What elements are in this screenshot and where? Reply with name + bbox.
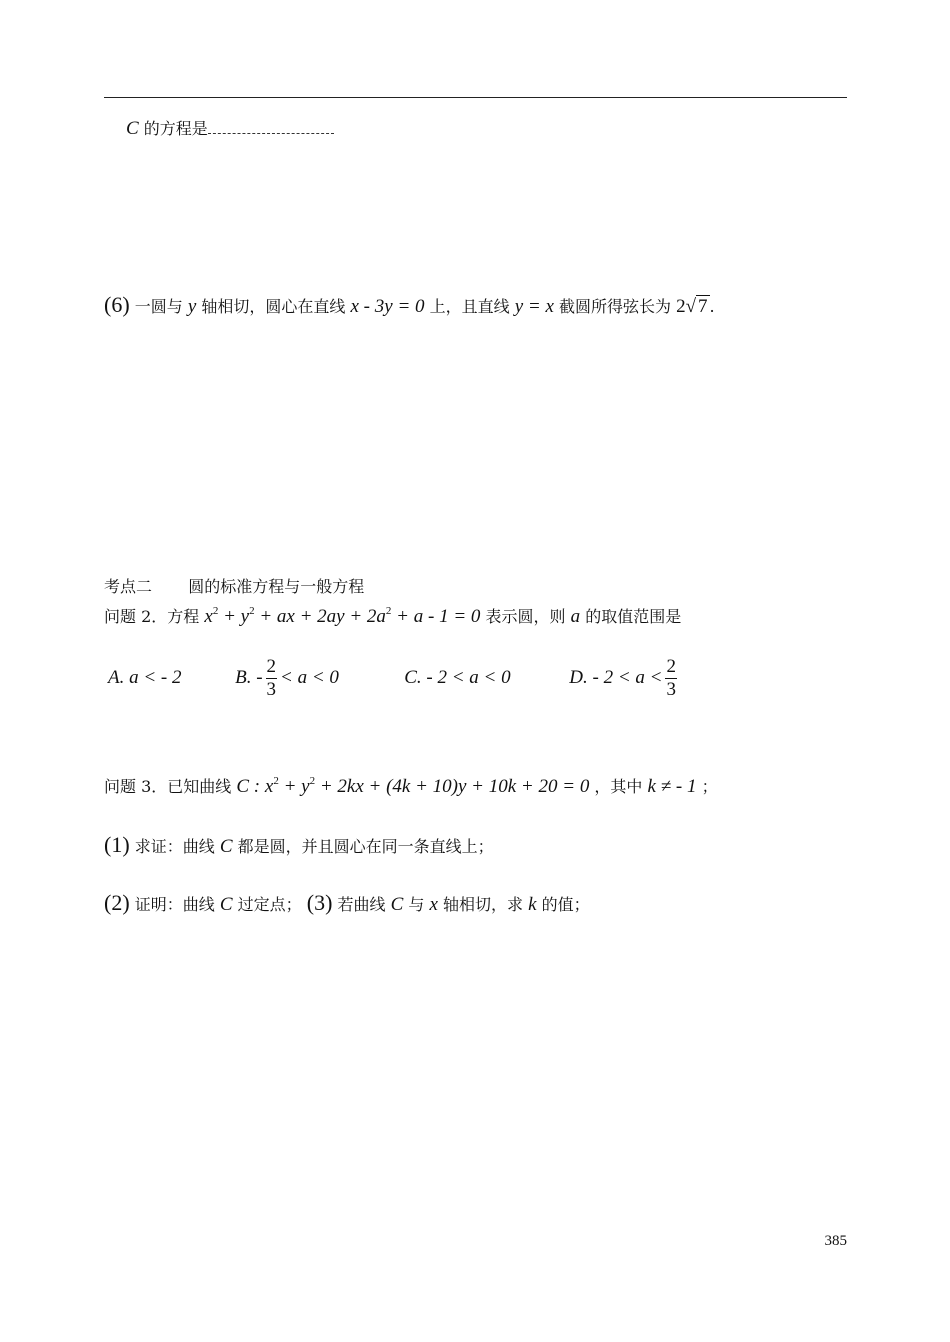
choice-d: D. - 2 < a < $\frac{2}{3}$ [569, 656, 676, 700]
sqrt-sign: √ [685, 296, 697, 317]
var-y: y [187, 296, 197, 317]
problem-label: 问题 3．已知曲线 [104, 777, 232, 796]
text: 若曲线 [337, 895, 386, 914]
equation: C : $x^2 + y^2 + 2kx + (4k + 10)y + 10k + 20 = 0$ [236, 775, 590, 797]
subquestion-2-3 [104, 890, 590, 916]
text: 表示圆，则 [485, 607, 566, 626]
choice-a: A. a < - 2 [108, 667, 182, 689]
choice-c: C. - 2 < a < 0 [404, 667, 511, 689]
var-c: C [219, 894, 233, 915]
page-number: 385 [824, 1233, 847, 1249]
text: ； [701, 777, 718, 796]
problem-2 [104, 604, 681, 628]
condition: k ≠ - 1 [647, 776, 697, 797]
blank-prompt: 的方程是 [143, 119, 208, 138]
text: 轴相切，圆心在直线 [201, 297, 346, 316]
problem-3 [104, 774, 718, 798]
choices [108, 656, 680, 701]
chord-coef: 2 [676, 296, 686, 317]
equation: $x^2 + y^2$ + ax + $2ay + 2a^2 + a - 1 = 0$ [204, 605, 481, 627]
var-c: C [219, 836, 233, 857]
text: 求证：曲线 [134, 837, 215, 856]
equation: y = x [514, 296, 554, 317]
var-c: C [390, 894, 404, 915]
text: ，其中 [594, 777, 643, 796]
equation: x - 3y = 0 [350, 296, 425, 317]
var-k: k [528, 894, 537, 915]
sub-number: (2) [104, 890, 130, 915]
var-c: C [126, 118, 139, 139]
text: 的值； [541, 895, 590, 914]
header-rule [104, 97, 847, 98]
chord-radicand: 7 [698, 296, 708, 317]
blank-dashes [208, 119, 334, 134]
answer-blank-line [126, 116, 334, 140]
text: 截圆所得弦长为 [559, 297, 672, 316]
problem-number: (6) [104, 292, 130, 317]
text: 的取值范围是 [585, 607, 682, 626]
section-label: 考点二 [104, 577, 153, 596]
problem-6 [104, 292, 715, 318]
text: 与 [408, 895, 425, 914]
subquestion-1 [104, 832, 494, 858]
section-heading [104, 574, 364, 597]
sub-number: (3) [306, 890, 333, 915]
choice-b: B. - $\frac{2}{3}$ < a < 0 [235, 656, 339, 700]
text: 上，且直线 [429, 297, 510, 316]
text: 一圆与 [134, 297, 183, 316]
text: 证明：曲线 [134, 895, 215, 914]
text: 过定点； [237, 895, 302, 914]
period: . [709, 297, 715, 316]
var-x: x [429, 894, 438, 915]
sub-number: (1) [104, 832, 130, 857]
text: 轴相切，求 [443, 895, 524, 914]
text: 都是圆，并且圆心在同一条直线上； [237, 837, 494, 856]
problem-label: 问题 2．方程 [104, 607, 200, 626]
section-title: 圆的标准方程与一般方程 [188, 577, 365, 596]
var-a: a [570, 606, 581, 627]
